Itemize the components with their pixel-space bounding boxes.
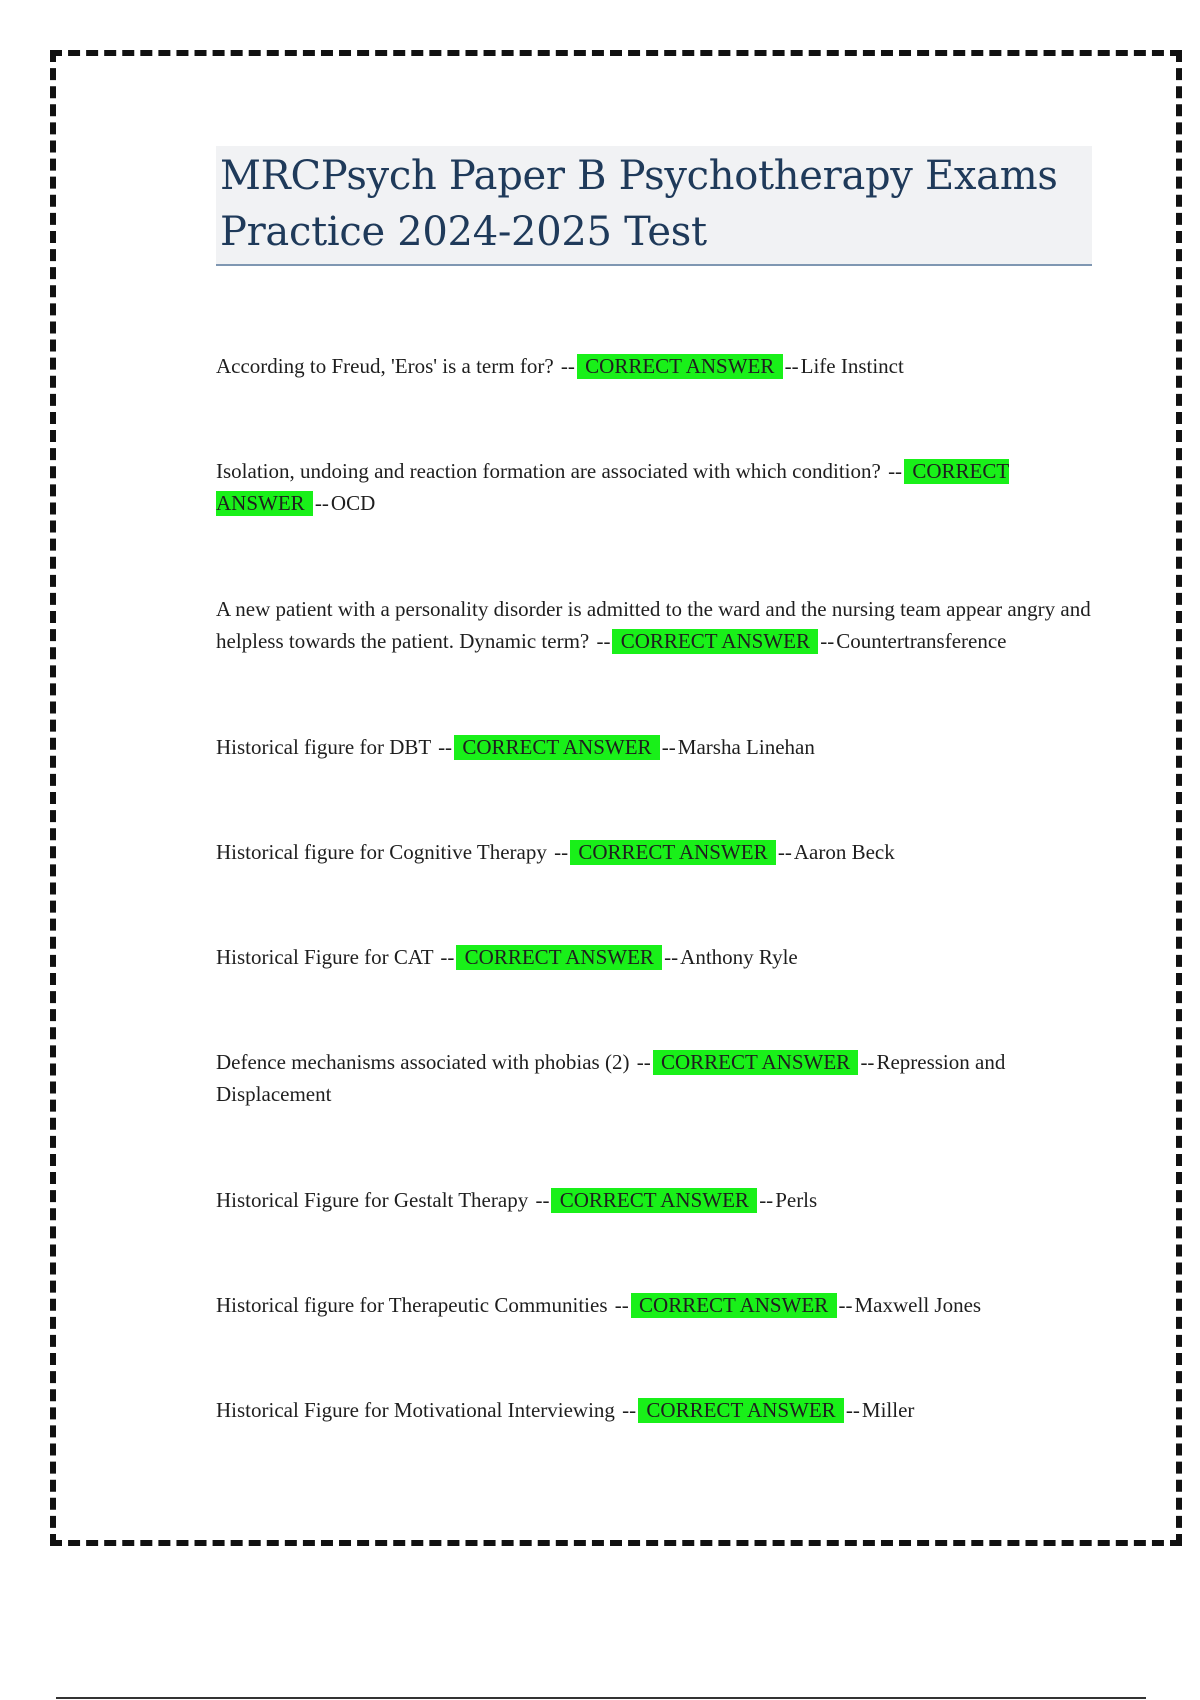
- separator: --: [820, 629, 835, 653]
- separator: --: [838, 1293, 853, 1317]
- correct-answer-label: CORRECT ANSWER: [570, 840, 776, 865]
- separator: --: [438, 735, 453, 759]
- separator: --: [784, 354, 799, 378]
- correct-answer-label: CORRECT ANSWER: [454, 735, 660, 760]
- correct-answer-label: CORRECT ANSWER: [631, 1293, 837, 1318]
- answer-text: Marsha Linehan: [677, 735, 815, 759]
- question-text: Historical figure for Therapeutic Communities: [216, 1293, 608, 1317]
- question-answer-list: [216, 350, 1096, 1499]
- separator: --: [661, 735, 676, 759]
- correct-answer-label: CORRECT ANSWER: [653, 1050, 859, 1075]
- qa-item: [216, 731, 1096, 836]
- correct-answer-label: CORRECT ANSWER: [456, 945, 662, 970]
- separator: --: [664, 945, 679, 969]
- correct-answer-label: CORRECT ANSWER: [612, 629, 818, 654]
- qa-item: [216, 350, 1096, 455]
- separator: --: [860, 1050, 875, 1074]
- separator: --: [554, 840, 569, 864]
- separator: --: [759, 1188, 774, 1212]
- question-text: According to Freud, 'Eros' is a term for?: [216, 354, 554, 378]
- separator: --: [636, 1050, 651, 1074]
- correct-answer-label: CORRECT ANSWER: [577, 354, 783, 379]
- question-text: A new patient with a personality disorder is admitted to the ward and the nursing team appear angry and helpless towards the patient. Dynamic term?: [216, 597, 1091, 653]
- separator: --: [622, 1398, 637, 1422]
- question-text: Historical Figure for CAT: [216, 945, 434, 969]
- separator: --: [560, 354, 575, 378]
- answer-text: OCD: [330, 491, 376, 515]
- question-text: Historical figure for Cognitive Therapy: [216, 840, 547, 864]
- qa-item: [216, 593, 1096, 731]
- footer-rule: [56, 1697, 1146, 1699]
- answer-text: Maxwell Jones: [854, 1293, 982, 1317]
- answer-text: Perls: [775, 1188, 818, 1212]
- question-text: Historical Figure for Motivational Interviewing: [216, 1398, 615, 1422]
- separator: --: [614, 1293, 629, 1317]
- title-block: [216, 146, 1092, 266]
- separator: --: [440, 945, 455, 969]
- separator: --: [845, 1398, 860, 1422]
- correct-answer-label: CORRECT ANSWER: [638, 1398, 844, 1423]
- answer-text: Life Instinct: [800, 354, 904, 378]
- question-text: Historical Figure for Gestalt Therapy: [216, 1188, 529, 1212]
- qa-item: [216, 455, 1096, 593]
- separator: --: [888, 459, 903, 483]
- document-title: MRCPsych Paper B Psychotherapy Exams Practice 2024-2025 Test: [220, 153, 1058, 255]
- answer-text: Repression and Displacement: [216, 1050, 1006, 1106]
- qa-item: [216, 1046, 1096, 1184]
- correct-answer-label: CORRECT ANSWER: [551, 1188, 757, 1213]
- answer-text: Anthony Ryle: [680, 945, 798, 969]
- separator: --: [535, 1188, 550, 1212]
- answer-text: Countertransference: [836, 629, 1007, 653]
- qa-item: [216, 836, 1096, 941]
- correct-answer-label: CORRECT ANSWER: [216, 459, 1010, 515]
- qa-item: [216, 941, 1096, 1046]
- separator: --: [596, 629, 611, 653]
- question-text: Defence mechanisms associated with phobias (2): [216, 1050, 630, 1074]
- separator: --: [314, 491, 329, 515]
- answer-text: Miller: [861, 1398, 915, 1422]
- question-text: Historical figure for DBT: [216, 735, 431, 759]
- qa-item: [216, 1289, 1096, 1394]
- answer-text: Aaron Beck: [793, 840, 895, 864]
- qa-item: [216, 1394, 1096, 1499]
- question-text: Isolation, undoing and reaction formation are associated with which condition?: [216, 459, 881, 483]
- qa-item: [216, 1184, 1096, 1289]
- separator: --: [777, 840, 792, 864]
